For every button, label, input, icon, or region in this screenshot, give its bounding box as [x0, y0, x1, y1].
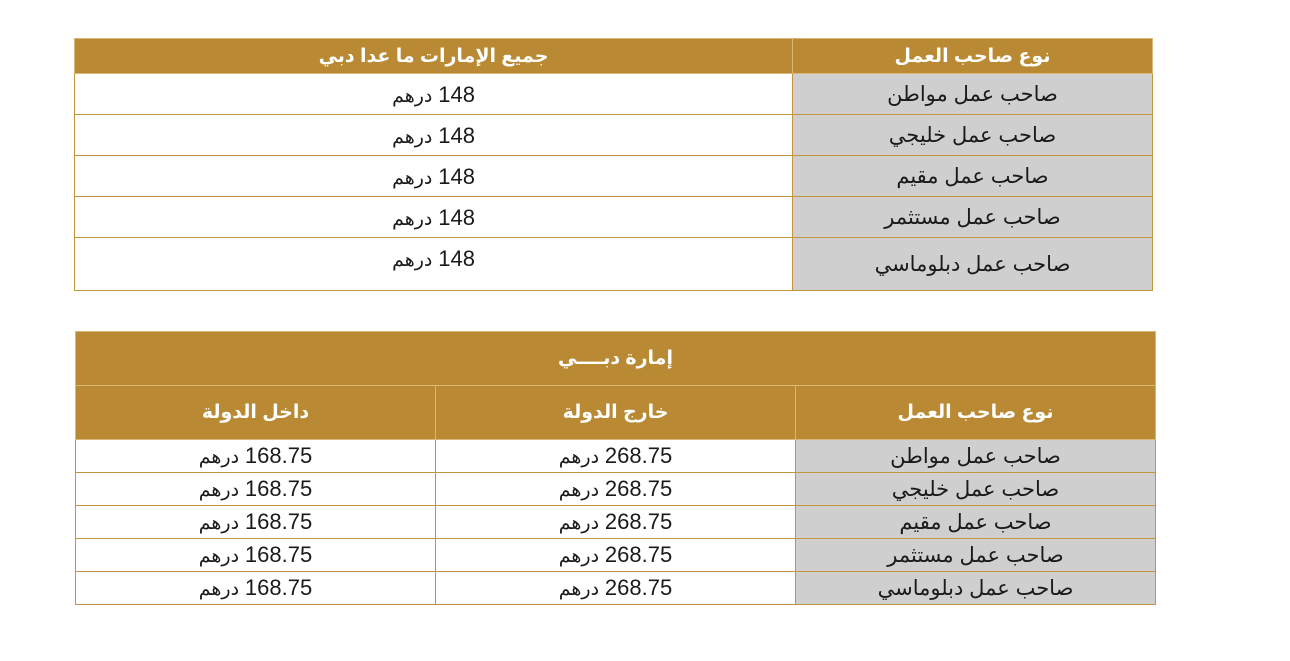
header-dubai-emirate: إمارة دبــــي: [76, 332, 1156, 386]
fee-cell: [75, 156, 793, 197]
employer-type-cell: صاحب عمل مواطن: [793, 74, 1153, 115]
fee-amount: 148: [438, 123, 475, 148]
currency-label: درهم: [392, 127, 433, 148]
table-row: [76, 572, 1156, 605]
table-row: [76, 473, 1156, 506]
table-title-row: [76, 332, 1156, 386]
header-employer-type: نوع صاحب العمل: [793, 39, 1153, 74]
inside-fee-cell: [76, 473, 436, 506]
fees-table-dubai: [75, 331, 1156, 605]
fee-amount: 168.75: [244, 542, 313, 567]
table-row: [75, 197, 1153, 238]
table-header-row: [75, 39, 1153, 74]
fee-amount: 148: [438, 205, 475, 230]
outside-fee-cell: [436, 440, 796, 473]
fee-amount: 268.75: [604, 575, 673, 600]
employer-type-cell: صاحب عمل مقيم: [796, 506, 1156, 539]
fee-amount: 148: [438, 164, 475, 189]
currency-label: درهم: [198, 513, 240, 534]
fee-amount: 268.75: [604, 443, 673, 468]
fee-amount: 268.75: [604, 509, 673, 534]
fee-amount: 148: [438, 82, 475, 107]
header-all-emirates-except-dubai: جميع الإمارات ما عدا دبي: [75, 39, 793, 74]
header-inside-country: داخل الدولة: [76, 386, 436, 440]
table-row: [75, 74, 1153, 115]
inside-fee-cell: [76, 572, 436, 605]
currency-label: درهم: [558, 513, 600, 534]
fee-cell: [75, 115, 793, 156]
fee-cell: [75, 238, 793, 291]
employer-type-cell: صاحب عمل مستثمر: [796, 539, 1156, 572]
fee-amount: 168.75: [244, 443, 313, 468]
table-row: [76, 539, 1156, 572]
table-row: [75, 156, 1153, 197]
inside-fee-cell: [76, 539, 436, 572]
currency-label: درهم: [558, 546, 600, 567]
currency-label: درهم: [198, 480, 240, 501]
table-row: [76, 440, 1156, 473]
table-row: [75, 238, 1153, 291]
header-employer-type: نوع صاحب العمل: [796, 386, 1156, 440]
fee-amount: 268.75: [604, 542, 673, 567]
employer-type-cell: صاحب عمل مستثمر: [793, 197, 1153, 238]
currency-label: درهم: [198, 579, 240, 600]
employer-type-cell: صاحب عمل دبلوماسي: [796, 572, 1156, 605]
outside-fee-cell: [436, 572, 796, 605]
fee-cell: [75, 74, 793, 115]
table-header-row: [76, 386, 1156, 440]
employer-type-cell: صاحب عمل خليجي: [796, 473, 1156, 506]
outside-fee-cell: [436, 506, 796, 539]
outside-fee-cell: [436, 473, 796, 506]
currency-label: درهم: [392, 86, 433, 107]
table-row: [76, 506, 1156, 539]
currency-label: درهم: [392, 209, 433, 230]
table-row: [75, 115, 1153, 156]
currency-label: درهم: [198, 546, 240, 567]
outside-fee-cell: [436, 539, 796, 572]
fee-amount: 168.75: [244, 509, 313, 534]
employer-type-cell: صاحب عمل مقيم: [793, 156, 1153, 197]
currency-label: درهم: [558, 447, 600, 468]
employer-type-cell: صاحب عمل دبلوماسي: [793, 238, 1153, 291]
inside-fee-cell: [76, 506, 436, 539]
inside-fee-cell: [76, 440, 436, 473]
fees-table-all-emirates-except-dubai: [74, 38, 1153, 291]
currency-label: درهم: [392, 250, 433, 271]
currency-label: درهم: [558, 579, 600, 600]
fee-amount: 148: [438, 246, 475, 271]
employer-type-cell: صاحب عمل مواطن: [796, 440, 1156, 473]
fee-amount: 168.75: [244, 575, 313, 600]
fee-amount: 168.75: [244, 476, 313, 501]
employer-type-cell: صاحب عمل خليجي: [793, 115, 1153, 156]
fee-cell: [75, 197, 793, 238]
currency-label: درهم: [198, 447, 240, 468]
fee-amount: 268.75: [604, 476, 673, 501]
header-outside-country: خارج الدولة: [436, 386, 796, 440]
currency-label: درهم: [558, 480, 600, 501]
currency-label: درهم: [392, 168, 433, 189]
